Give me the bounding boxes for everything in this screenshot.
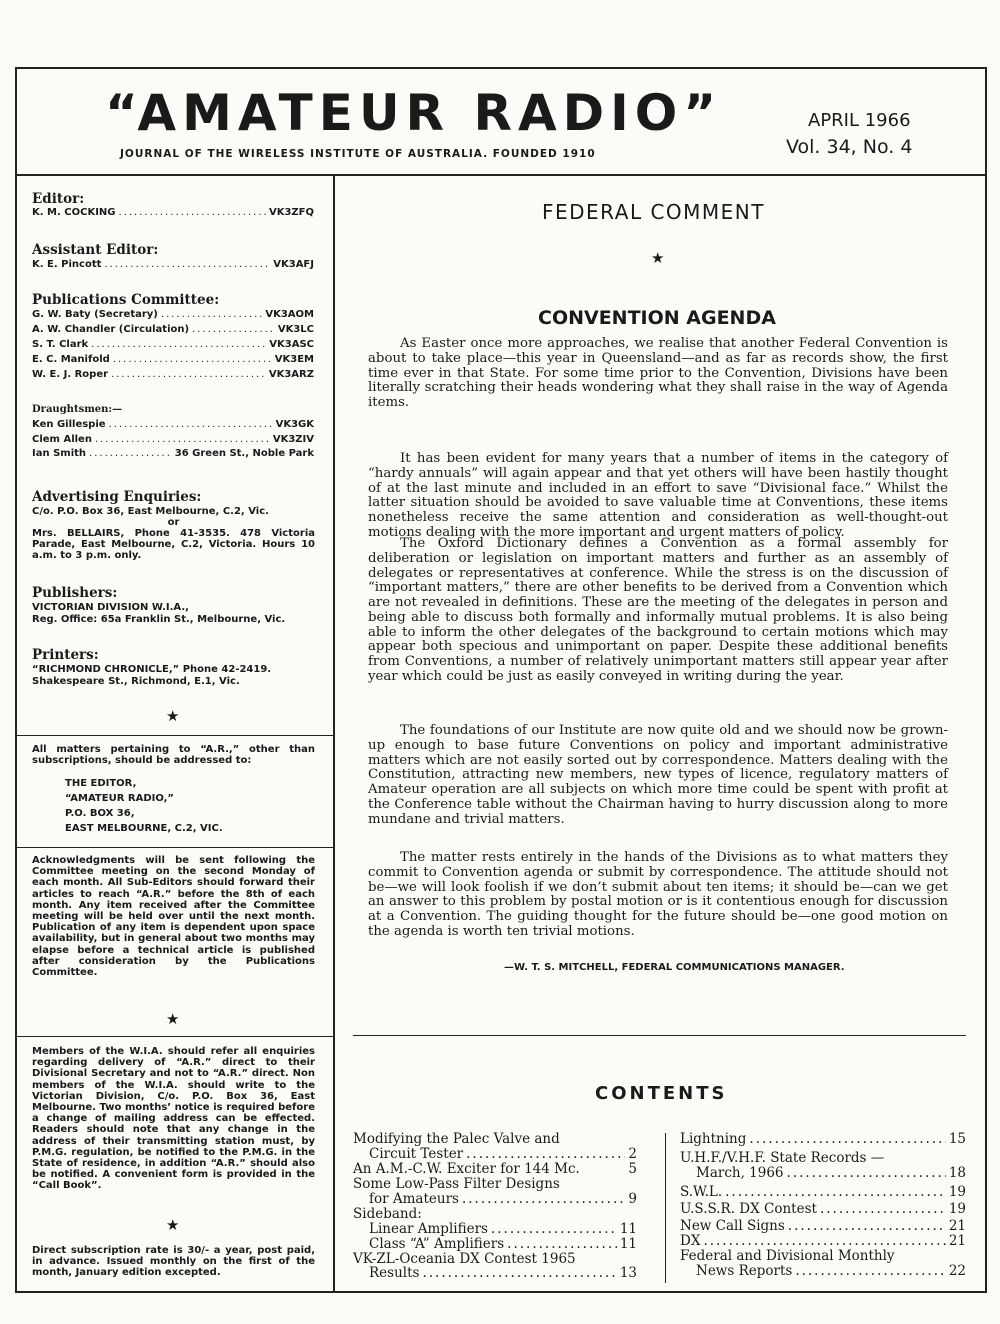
sidebar-rule [15,1036,333,1037]
subscription-note: Direct subscription rate is 30/- a year, post paid, in advance. Issued monthly on the first of the month, January edition excepted. [32,1245,315,1279]
issue-volume: Vol. 34, No. 4 [786,136,913,158]
sidebar-rule [15,735,333,736]
contents-item: News Reports ..... 22 [696,1264,966,1279]
contents-rule [353,1035,966,1036]
staff-entry: K. E. Pincott ..... VK3AFJ [32,259,314,272]
assistant-editor-heading: Assistant Editor: [32,242,159,258]
address-line: EAST MELBOURNE, C.2, VIC. [65,823,223,834]
staff-entry: Ian Smith ..... 36 Green St., Noble Park [32,448,314,461]
editor-heading: Editor: [32,191,85,207]
address-line: P.O. BOX 36, [65,808,135,819]
article-paragraph: The Oxford Dictionary defines a Convention as a formal assembly for deliberation or legislation on important matters and further as an assembly of delegates or representatives at conference. While the stress is on the discussion of “important matters,” there are other benefits to be derived from a Convention which are not revealed in definitions. These are the meeting of the delegates in person and being able to discuss both formally and informally mutual problems. It is also being able to inform the other delegates of the background to certain motions which may appear both specious and unimportant on paper. Despite these additional benefits from Conventions, a number of relatively unimportant matters still appear year after year which could be just as easily conveyed in writing during the year. [368,536,948,684]
star-icon: ★ [166,1216,180,1234]
star-icon: ★ [166,707,180,725]
article-paragraph: The foundations of our Institute are now quite old and we should now be grown-up enough to base future Conventions on policy and important administrative matters which are not easily sorted out by correspondence. Matters dealing with the Constitution, attracting new members, new types of licence, regulatory matters of Amateur operation are all subjects on which more time could be spent with profit at the Conference table without the Chairman having to hurry discussion along to more mundane and trivial matters. [368,723,948,827]
publishers-line-2: Reg. Office: 65a Franklin St., Melbourne, Vic. [32,614,286,625]
members-note: Members of the W.I.A. should refer all enquiries regarding delivery of “A.R.” direct to their Divisional Secretary and not to “A.R.” direct. Non members of the W.I.A. should write to the Victorian Division, C/o. P.O. Box 36, East Melbourne. Two months’ notice is required before a change of mailing address can be effected. Readers should note that any change in the address of their transmitting station must, by P.M.G. regulation, be notified to the P.M.G. in the State of residence, in addition “A.R.” should also be notified. A convenient form is provided in the “Call Book”. [32,1046,315,1192]
contents-item: DX ..... 21 [680,1234,966,1249]
section-heading: FEDERAL COMMENT [542,200,765,224]
publications-committee-heading: Publications Committee: [32,292,220,308]
star-icon: ★ [651,249,665,267]
contents-divider [665,1133,666,1283]
draughtsmen-heading: Draughtsmen:— [32,404,123,415]
contents-item: Modifying the Palec Valve and [353,1131,560,1147]
advertising-line-1: C/o. P.O. Box 36, East Melbourne, C.2, Vic. [32,506,269,517]
contents-item: Results ..... 13 [369,1266,637,1281]
column-divider [333,176,335,1293]
contents-heading: CONTENTS [595,1083,728,1104]
staff-entry: Clem Allen ..... VK3ZIV [32,434,314,447]
staff-entry: S. T. Clark ..... VK3ASC [32,339,314,352]
article-paragraph: As Easter once more approaches, we realise that another Federal Convention is about to take place—this year in Queensland—and as far as records show, the first time ever in that State. For some time prior to the Convention, Divisions have been literally scratching their heads wondering what they shall raise in the way of Agenda items. [368,336,948,410]
staff-entry: G. W. Baty (Secretary) ..... VK3AOM [32,309,314,322]
publishers-heading: Publishers: [32,585,118,601]
staff-entry: A. W. Chandler (Circulation) ..... VK3LC [32,324,314,337]
article-paragraph: The matter rests entirely in the hands of the Divisions as to what matters they commit to Convention agenda or submit by correspondence. The attitude should not be—we will look foolish if we don’t submit about ten items; it should be—can we get an answer to this problem by postal motion or is it contentious enough for discussion at a Convention. The guiding thought for the future should be—one good motion on the agenda is worth ten trivial motions. [368,850,948,939]
advertising-line-2: Mrs. BELLAIRS, Phone 41-3535. 478 Victoria Parade, East Melbourne, C.2, Victoria. Hours 10 a.m. to 3 p.m. only. [32,528,315,562]
matters-note: All matters pertaining to “A.R.,” other than subscriptions, should be addressed to: [32,744,315,767]
contents-item: S.W.L. ..... 19 [680,1185,966,1200]
printers-line-2: Shakespeare St., Richmond, E.1, Vic. [32,676,240,687]
publishers-line-1: VICTORIAN DIVISION W.I.A., [32,602,189,613]
article-paragraph: It has been evident for many years that a number of items in the category of “hardy annuals” will again appear and that yet others will have been hastily thought of at the last minute and included in an effort to save “Divisional face.” Whilst the latter situation should be avoided to save valuable time at Conventions, these items nonetheless receive the same attention and consideration as well-thought-out motions dealing with the more important and urgent matters of policy. [368,451,948,540]
sidebar-rule [15,847,333,848]
article-signature: —W. T. S. MITCHELL, FEDERAL COMMUNICATIONS MANAGER. [504,962,845,973]
masthead-rule [15,174,987,176]
staff-entry: K. M. COCKING ..... VK3ZFQ [32,207,314,220]
contents-item: An A.M.-C.W. Exciter for 144 Mc. 5 [353,1161,637,1177]
magazine-subtitle: JOURNAL OF THE WIRELESS INSTITUTE OF AUSTRALIA. FOUNDED 1910 [120,148,596,160]
contents-item: U.H.F./V.H.F. State Records — [680,1150,885,1166]
article-title: CONVENTION AGENDA [538,307,776,329]
staff-entry: Ken Gillespie ..... VK3GK [32,419,314,432]
printers-line-1: “RICHMOND CHRONICLE,” Phone 42-2419. [32,664,272,675]
contents-item: New Call Signs ..... 21 [680,1219,966,1234]
contents-item: Lightning ..... 15 [680,1132,966,1147]
contents-item: Sideband: [353,1206,422,1222]
contents-item: for Amateurs ..... 9 [369,1192,637,1207]
advertising-heading: Advertising Enquiries: [32,489,202,505]
staff-entry: E. C. Manifold ..... VK3EM [32,354,314,367]
star-icon: ★ [166,1010,180,1028]
contents-item: Class “A” Amplifiers ..... 11 [369,1237,637,1252]
staff-entry: W. E. J. Roper ..... VK3ARZ [32,369,314,382]
advertising-or: or [167,517,180,528]
address-line: THE EDITOR, [65,778,137,789]
address-line: “AMATEUR RADIO,” [65,793,175,804]
contents-item: U.S.S.R. DX Contest ..... 19 [680,1202,966,1217]
printers-heading: Printers: [32,647,99,663]
contents-item: Circuit Tester ..... 2 [369,1147,637,1162]
acknowledgments-note: Acknowledgments will be sent following the Committee meeting on the second Monday of each month. All Sub-Editors should forward their articles to reach “A.R.” before the 8th of each month. Any item received after the Committee meeting will be held over until the next month. Publication of any item is dependent upon space availability, but in general about two months may elapse before a technical article is published after consideration by the Publications Committee. [32,855,315,979]
contents-item: Federal and Divisional Monthly [680,1248,895,1264]
contents-item: Linear Amplifiers ..... 11 [369,1222,637,1237]
contents-item: Some Low-Pass Filter Designs [353,1176,560,1192]
issue-date: APRIL 1966 [808,110,911,131]
contents-item: March, 1966 ..... 18 [696,1166,966,1181]
magazine-title: “AMATEUR RADIO” [105,84,723,142]
contents-item: VK-ZL-Oceania DX Contest 1965 [353,1251,576,1267]
